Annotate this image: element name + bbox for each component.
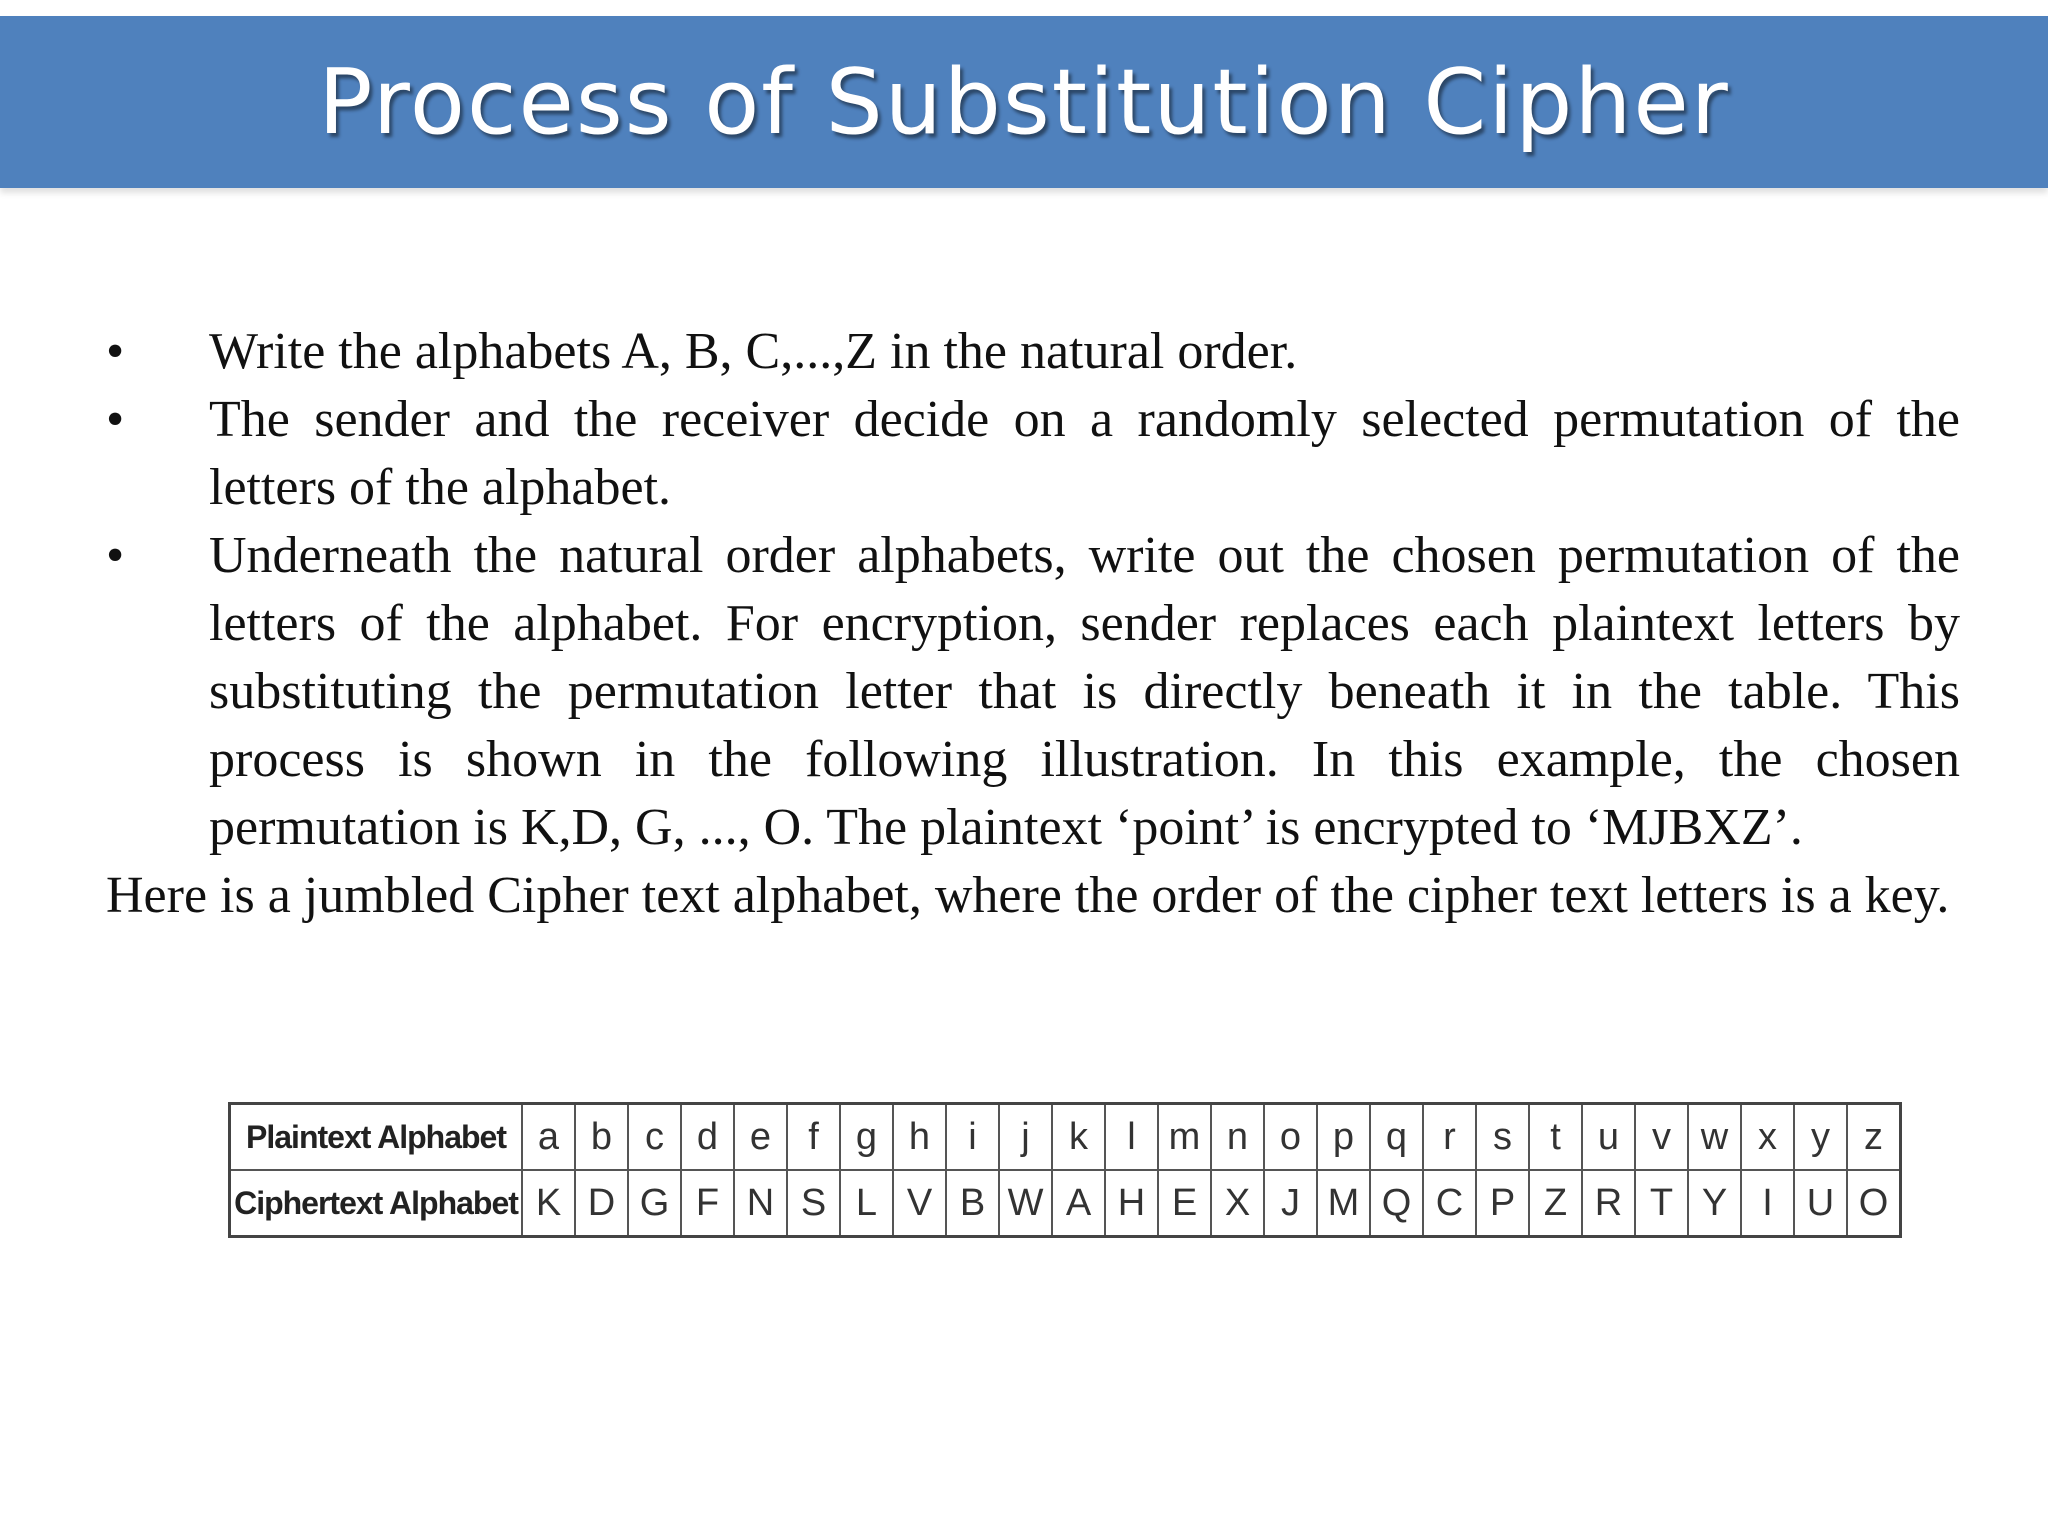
ciphertext-letter-cell: Q [1370,1170,1423,1237]
title-bar [0,16,2048,188]
bullet-item [106,522,1960,862]
plaintext-letter-cell: j [999,1104,1052,1171]
bullet-text: Write the alphabets A, B, C,...,Z in the natural order. [209,323,1298,380]
plaintext-row [230,1104,1901,1171]
slide-title: Process of Substitution Cipher [318,49,1730,155]
slide-body [106,318,1960,930]
bullet-item [106,386,1960,522]
ciphertext-letter-cell: Y [1688,1170,1741,1237]
ciphertext-letter-cell: C [1423,1170,1476,1237]
bullet-text: Underneath the natural order alphabets, write out the chosen permutation of the letters of the alphabet. For encryption, sender replaces each plaintext letters by substituting the permutation letter that is directly beneath it in the table. This process is shown in the following illustration. In this example, the chosen permutation is K,D, G, ..., O. The plaintext ‘point’ is encrypted to ‘MJBXZ’. [209,527,1960,856]
bullet-list [106,318,1960,862]
plaintext-letter-cell: c [628,1104,681,1171]
ciphertext-letter-cell: P [1476,1170,1529,1237]
ciphertext-letter-cell: V [893,1170,946,1237]
bullet-icon: • [106,527,125,584]
plaintext-letter-cell: y [1794,1104,1847,1171]
ciphertext-letter-cell: B [946,1170,999,1237]
ciphertext-letter-cell: K [522,1170,575,1237]
ciphertext-letter-cell: F [681,1170,734,1237]
ciphertext-letter-cell: T [1635,1170,1688,1237]
plaintext-letter-cell: z [1847,1104,1901,1171]
plaintext-letter-cell: b [575,1104,628,1171]
plaintext-letter-cell: u [1582,1104,1635,1171]
plaintext-letter-cell: l [1105,1104,1158,1171]
bullet-text: The sender and the receiver decide on a randomly selected permutation of the letters of the alphabet. [209,391,1960,516]
closing-paragraph: Here is a jumbled Cipher text alphabet, where the order of the cipher text letters is a key. [106,867,1950,924]
ciphertext-letter-cell: J [1264,1170,1317,1237]
ciphertext-letter-cell: L [840,1170,893,1237]
plaintext-letter-cell: v [1635,1104,1688,1171]
plaintext-letter-cell: x [1741,1104,1794,1171]
bullet-icon: • [106,323,125,380]
ciphertext-letter-cell: H [1105,1170,1158,1237]
ciphertext-letter-cell: I [1741,1170,1794,1237]
ciphertext-letter-cell: X [1211,1170,1264,1237]
plaintext-letter-cell: k [1052,1104,1105,1171]
plaintext-label: Plaintext Alphabet [230,1104,523,1171]
ciphertext-letter-cell: E [1158,1170,1211,1237]
plaintext-letter-cell: w [1688,1104,1741,1171]
ciphertext-label: Ciphertext Alphabet [230,1170,523,1237]
ciphertext-letter-cell: N [734,1170,787,1237]
plaintext-letter-cell: s [1476,1104,1529,1171]
ciphertext-letter-cell: U [1794,1170,1847,1237]
plaintext-letter-cell: m [1158,1104,1211,1171]
ciphertext-letter-cell: R [1582,1170,1635,1237]
bullet-icon: • [106,391,125,448]
ciphertext-letter-cell: A [1052,1170,1105,1237]
ciphertext-letter-cell: Z [1529,1170,1582,1237]
plaintext-letter-cell: p [1317,1104,1370,1171]
ciphertext-letter-cell: M [1317,1170,1370,1237]
plaintext-letter-cell: h [893,1104,946,1171]
ciphertext-letter-cell: S [787,1170,840,1237]
ciphertext-letter-cell: W [999,1170,1052,1237]
plaintext-letter-cell: g [840,1104,893,1171]
plaintext-letter-cell: d [681,1104,734,1171]
ciphertext-letter-cell: O [1847,1170,1901,1237]
bullet-item [106,318,1960,386]
plaintext-letter-cell: o [1264,1104,1317,1171]
ciphertext-letter-cell: G [628,1170,681,1237]
plaintext-letter-cell: n [1211,1104,1264,1171]
ciphertext-row [230,1170,1901,1237]
plaintext-letter-cell: r [1423,1104,1476,1171]
cipher-table [228,1102,1902,1238]
plaintext-letter-cell: f [787,1104,840,1171]
plaintext-letter-cell: i [946,1104,999,1171]
plaintext-letter-cell: a [522,1104,575,1171]
plaintext-letter-cell: q [1370,1104,1423,1171]
ciphertext-letter-cell: D [575,1170,628,1237]
plaintext-letter-cell: e [734,1104,787,1171]
plaintext-letter-cell: t [1529,1104,1582,1171]
